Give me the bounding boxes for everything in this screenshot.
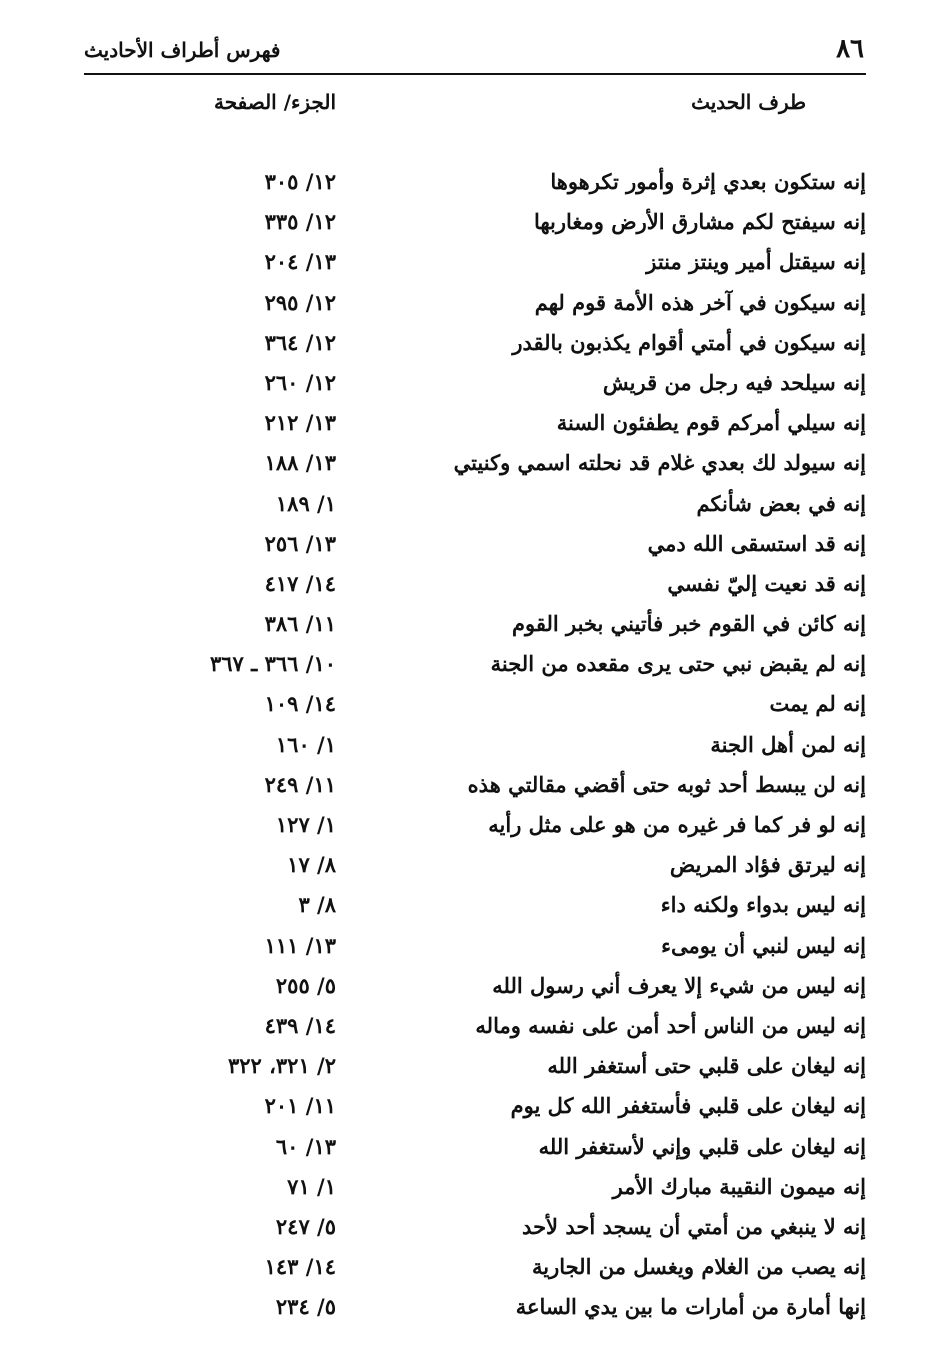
hadith-incipit: إنه قد نعيت إليّ نفسي bbox=[667, 570, 866, 596]
hadith-incipit: إنه سيولد لك بعدي غلام قد نحلته اسمي وكنيتي bbox=[453, 450, 866, 476]
index-entry bbox=[84, 929, 866, 969]
index-entry bbox=[84, 286, 866, 326]
hadith-incipit: إنه سيلحد فيه رجل من قريش bbox=[602, 369, 866, 395]
hadith-incipit: إنه لم يقبض نبي حتى يرى مقعده من الجنة bbox=[490, 651, 866, 677]
volume-page-reference: ١٤/ ١٠٩ bbox=[264, 691, 336, 717]
hadith-incipit: إنه سيكون في آخر هذه الأمة قوم لهم bbox=[534, 289, 866, 315]
index-entry bbox=[84, 607, 866, 647]
index-entry bbox=[84, 768, 866, 808]
hadith-incipit: إنه لن يبسط أحد ثوبه حتى أقضي مقالتي هذه bbox=[467, 771, 866, 797]
index-entry bbox=[84, 1170, 866, 1210]
index-entry bbox=[84, 969, 866, 1009]
hadith-incipit: إنه سيكون في أمتي أقوام يكذبون بالقدر bbox=[512, 329, 866, 355]
hadith-incipit: إنه يصب من الغلام ويغسل من الجارية bbox=[531, 1254, 866, 1280]
index-entry bbox=[84, 647, 866, 687]
volume-page-reference: ١٢/ ٢٦٠ bbox=[264, 369, 336, 395]
volume-page-reference: ٨/ ٣ bbox=[298, 892, 336, 918]
volume-page-reference: ١/ ١٦٠ bbox=[275, 731, 336, 757]
volume-page-reference: ١/ ١٨٩ bbox=[275, 490, 336, 516]
hadith-incipit: إنه ليس لنبي أن يومىء bbox=[661, 932, 866, 958]
hadith-incipit: إنه كائن في القوم خبر فأتيني بخبر القوم bbox=[512, 611, 866, 637]
hadith-incipit: إنها أمارة من أمارات ما بين يدي الساعة bbox=[515, 1294, 866, 1320]
hadith-incipit: إنه ليغان على قلبي حتى أستغفر الله bbox=[547, 1053, 866, 1079]
volume-page-reference: ١٣/ ٢٥٦ bbox=[264, 530, 336, 556]
volume-page-reference: ١٤/ ١٤٣ bbox=[264, 1254, 336, 1280]
index-entry bbox=[84, 808, 866, 848]
index-entry bbox=[84, 245, 866, 285]
index-entry bbox=[84, 165, 866, 205]
volume-page-reference: ١٣/ ٢١٢ bbox=[264, 410, 336, 436]
hadith-incipit: إنه لا ينبغي من أمتي أن يسجد أحد لأحد bbox=[522, 1213, 866, 1239]
volume-page-reference: ١٤/ ٤٣٩ bbox=[264, 1012, 336, 1038]
volume-page-reference: ١١/ ٢٤٩ bbox=[264, 771, 336, 797]
hadith-incipit: إنه قد استسقى الله دمي bbox=[647, 530, 866, 556]
hadith-incipit: إنه ميمون النقيبة مبارك الأمر bbox=[612, 1173, 866, 1199]
index-entry bbox=[84, 567, 866, 607]
index-entry bbox=[84, 1210, 866, 1250]
index-entries bbox=[84, 165, 866, 1330]
hadith-incipit: إنه ستكون بعدي إثرة وأمور تكرهوها bbox=[550, 169, 866, 194]
hadith-incipit: إنه سيقتل أمير وينتز منتز bbox=[646, 249, 866, 275]
index-entry bbox=[84, 1089, 866, 1129]
index-entry bbox=[84, 487, 866, 527]
hadith-incipit: إنه لمن أهل الجنة bbox=[710, 731, 866, 757]
column-header-reference: الجزء/ الصفحة bbox=[213, 90, 336, 114]
hadith-incipit: إنه ليغان على قلبي وإني لأستغفر الله bbox=[538, 1133, 866, 1159]
index-entry bbox=[84, 1009, 866, 1049]
hadith-incipit: إنه في بعض شأنكم bbox=[696, 490, 866, 516]
hadith-incipit: إنه ليس من الناس أحد أمن على نفسه وماله bbox=[475, 1012, 866, 1038]
index-entry bbox=[84, 406, 866, 446]
header-rule bbox=[84, 73, 866, 75]
index-entry bbox=[84, 446, 866, 486]
index-entry bbox=[84, 687, 866, 727]
volume-page-reference: ٢/ ٣٢١، ٣٢٢ bbox=[227, 1053, 336, 1079]
volume-page-reference: ١١/ ٢٠١ bbox=[264, 1093, 336, 1119]
hadith-incipit: إنه سيلي أمركم قوم يطفئون السنة bbox=[556, 410, 866, 436]
volume-page-reference: ٥/ ٢٥٥ bbox=[275, 972, 336, 998]
index-entry bbox=[84, 205, 866, 245]
volume-page-reference: ١٣/ ٢٠٤ bbox=[264, 249, 336, 275]
volume-page-reference: ١٢/ ٣٣٥ bbox=[264, 209, 336, 235]
hadith-incipit: إنه ليس من شيء إلا يعرف أني رسول الله bbox=[492, 972, 866, 998]
index-entry bbox=[84, 1250, 866, 1290]
volume-page-reference: ٥/ ٢٣٤ bbox=[275, 1294, 336, 1320]
volume-page-reference: ١/ ١٢٧ bbox=[275, 812, 336, 837]
volume-page-reference: ٨/ ١٧ bbox=[287, 852, 336, 878]
volume-page-reference: ١٠/ ٣٦٦ ـ ٣٦٧ bbox=[209, 651, 336, 677]
index-entry bbox=[84, 888, 866, 928]
index-entry bbox=[84, 1130, 866, 1170]
volume-page-reference: ١٣/ ١١١ bbox=[264, 932, 336, 958]
index-entry bbox=[84, 1290, 866, 1330]
volume-page-reference: ١٢/ ٣٦٤ bbox=[264, 329, 336, 355]
running-head bbox=[84, 34, 864, 70]
column-header-hadith: طرف الحديث bbox=[691, 90, 806, 114]
index-entry bbox=[84, 366, 866, 406]
page-number: ٨٦ bbox=[836, 34, 864, 64]
index-entry bbox=[84, 1049, 866, 1089]
hadith-incipit: إنه ليرتق فؤاد المريض bbox=[669, 852, 866, 878]
index-entry bbox=[84, 326, 866, 366]
running-title: فهرس أطراف الأحاديث bbox=[84, 38, 281, 62]
volume-page-reference: ١٢/ ٣٠٥ bbox=[264, 169, 336, 194]
hadith-incipit: إنه ليس بدواء ولكنه داء bbox=[660, 892, 866, 918]
column-headers bbox=[84, 90, 866, 122]
volume-page-reference: ٥/ ٢٤٧ bbox=[275, 1213, 336, 1239]
hadith-incipit: إنه لم يمت bbox=[769, 691, 866, 717]
hadith-incipit: إنه لو فر كما فر غيره من هو على مثل رأيه bbox=[488, 812, 866, 837]
hadith-incipit: إنه ليغان على قلبي فأستغفر الله كل يوم bbox=[510, 1093, 866, 1119]
volume-page-reference: ١٣/ ١٨٨ bbox=[264, 450, 336, 476]
volume-page-reference: ١٣/ ٦٠ bbox=[275, 1133, 336, 1159]
index-entry bbox=[84, 527, 866, 567]
index-entry bbox=[84, 728, 866, 768]
index-entry bbox=[84, 848, 866, 888]
hadith-incipit: إنه سيفتح لكم مشارق الأرض ومغاربها bbox=[533, 209, 866, 235]
volume-page-reference: ١١/ ٣٨٦ bbox=[264, 611, 336, 637]
volume-page-reference: ١/ ٧١ bbox=[287, 1173, 336, 1199]
volume-page-reference: ١٢/ ٢٩٥ bbox=[264, 289, 336, 315]
volume-page-reference: ١٤/ ٤١٧ bbox=[264, 570, 336, 596]
